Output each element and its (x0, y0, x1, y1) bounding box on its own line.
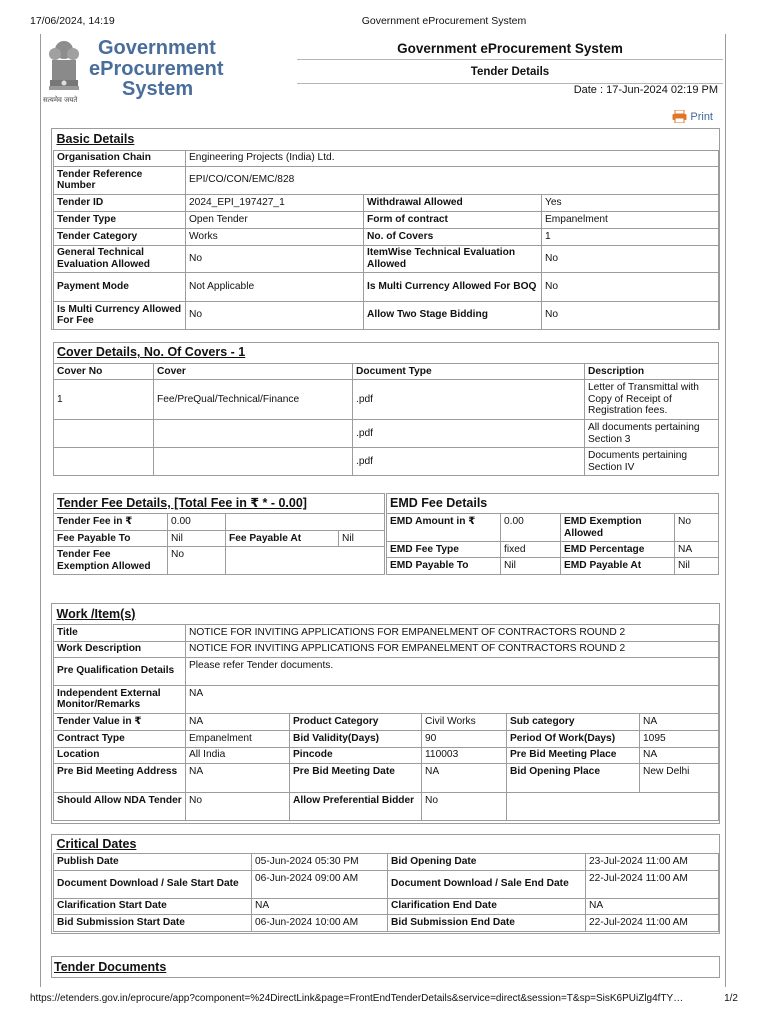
subcategory-label: Sub category (507, 713, 640, 730)
preferential-label: Allow Preferential Bidder (290, 792, 422, 820)
contract-type-label: Contract Type (54, 730, 186, 747)
emblem-motto: सत्यमेव जयते (43, 96, 78, 104)
page-number: 1/2 (724, 993, 738, 1004)
work-desc-value: NOTICE FOR INVITING APPLICATIONS FOR EMPANELMENT OF CONTRACTORS ROUND 2 (186, 641, 719, 657)
itemwise-value: No (542, 245, 719, 272)
withdrawal-label: Withdrawal Allowed (364, 194, 542, 211)
description-cell: Letter of Transmittal with Copy of Receipt of Registration fees. (585, 380, 719, 420)
cover-details-heading: Cover Details, No. Of Covers - 1 (54, 343, 719, 364)
tender-ref-value: EPI/CO/CON/EMC/828 (186, 166, 719, 194)
fee-exemption-value: No (168, 547, 226, 575)
work-desc-label: Work Description (54, 641, 186, 657)
two-stage-label: Allow Two Stage Bidding (364, 301, 542, 329)
tender-value-label: Tender Value in ₹ (54, 713, 186, 730)
tender-type-label: Tender Type (54, 211, 186, 228)
logo-text-line1: Government (98, 37, 216, 59)
submission-end-value: 22-Jul-2024 11:00 AM (586, 914, 719, 931)
emd-payable-to-label: EMD Payable To (387, 558, 501, 575)
emd-percentage-value: NA (675, 542, 719, 558)
multi-fee-value: No (186, 301, 364, 329)
cover-cell: Fee/PreQual/Technical/Finance (154, 380, 353, 420)
publish-date-label: Publish Date (54, 853, 252, 870)
org-chain-label: Organisation Chain (54, 150, 186, 166)
contract-type-value: Empanelment (186, 730, 290, 747)
gen-tech-value: No (186, 245, 364, 272)
tender-id-value: 2024_EPI_197427_1 (186, 194, 364, 211)
critical-dates-heading: Critical Dates (56, 836, 137, 851)
prebid-date-label: Pre Bid Meeting Date (290, 763, 422, 792)
publish-date-value: 05-Jun-2024 05:30 PM (252, 853, 388, 870)
download-end-value: 22-Jul-2024 11:00 AM (586, 870, 719, 898)
description-cell: Documents pertaining Section IV (585, 448, 719, 476)
cover-col-header: Description (585, 364, 719, 380)
prebid-address-label: Pre Bid Meeting Address (54, 763, 186, 792)
emd-payable-at-value: Nil (675, 558, 719, 575)
bid-validity-label: Bid Validity(Days) (290, 730, 422, 747)
table-row (54, 380, 719, 420)
pincode-value: 110003 (422, 747, 507, 763)
subcategory-value: NA (640, 713, 719, 730)
emd-payable-to-value: Nil (501, 558, 561, 575)
multi-boq-label: Is Multi Currency Allowed For BOQ (364, 272, 542, 301)
logo-text-line2: eProcurement (89, 57, 224, 80)
monitor-label: Independent External Monitor/Remarks (54, 685, 186, 713)
clarification-end-value: NA (586, 898, 719, 914)
doc-type-cell: .pdf (353, 448, 585, 476)
location-value: All India (186, 747, 290, 763)
page-subtitle: Tender Details (297, 60, 723, 84)
fee-payable-at-value: Nil (339, 531, 385, 547)
submission-end-label: Bid Submission End Date (388, 914, 586, 931)
emd-amount-label: EMD Amount in ₹ (387, 514, 501, 542)
prebid-address-value: NA (186, 763, 290, 792)
table-row (54, 420, 719, 448)
fee-payable-at-label: Fee Payable At (226, 531, 339, 547)
cover-col-header: Document Type (353, 364, 585, 380)
print-datetime: 17/06/2024, 14:19 (30, 15, 115, 27)
emd-fee-table (386, 493, 719, 575)
two-stage-value: No (542, 301, 719, 329)
nda-label: Should Allow NDA Tender (54, 792, 186, 820)
download-start-value: 06-Jun-2024 09:00 AM (252, 870, 388, 898)
work-title-label: Title (54, 624, 186, 641)
cover-col-header: Cover (154, 364, 353, 380)
product-category-label: Product Category (290, 713, 422, 730)
fee-payable-to-value: Nil (168, 531, 226, 547)
tender-type-value: Open Tender (186, 211, 364, 228)
tender-category-value: Works (186, 228, 364, 245)
multi-fee-label: Is Multi Currency Allowed For Fee (54, 301, 186, 329)
fee-payable-to-label: Fee Payable To (54, 531, 168, 547)
bid-opening-place-label: Bid Opening Place (507, 763, 640, 792)
covers-label: No. of Covers (364, 228, 542, 245)
download-start-label: Document Download / Sale Start Date (54, 870, 252, 898)
clarification-start-value: NA (252, 898, 388, 914)
cover-col-header: Cover No (54, 364, 154, 380)
tender-category-label: Tender Category (54, 228, 186, 245)
monitor-value: NA (186, 685, 719, 713)
tender-fee-label: Tender Fee in ₹ (54, 514, 168, 531)
emd-exemption-label: EMD Exemption Allowed (561, 514, 675, 542)
tender-documents-section (51, 956, 720, 978)
emd-type-value: fixed (501, 542, 561, 558)
prebid-date-value: NA (422, 763, 507, 792)
tender-documents-heading: Tender Documents (54, 960, 167, 974)
period-work-label: Period Of Work(Days) (507, 730, 640, 747)
prequal-label: Pre Qualification Details (54, 657, 186, 685)
tender-fee-heading: Tender Fee Details, [Total Fee in ₹ * - 0.00] (54, 494, 385, 514)
doc-type-cell: .pdf (353, 380, 585, 420)
emd-amount-value: 0.00 (501, 514, 561, 542)
cover-no-cell (54, 420, 154, 448)
basic-details-table (53, 130, 719, 330)
org-chain-value: Engineering Projects (India) Ltd. (186, 150, 719, 166)
bid-opening-place-value: New Delhi (640, 763, 719, 792)
location-label: Location (54, 747, 186, 763)
form-contract-value: Empanelment (542, 211, 719, 228)
multi-boq-value: No (542, 272, 719, 301)
submission-start-value: 06-Jun-2024 10:00 AM (252, 914, 388, 931)
printer-icon (672, 110, 687, 123)
description-cell: All documents pertaining Section 3 (585, 420, 719, 448)
tender-page (40, 34, 726, 987)
report-date: Date : 17-Jun-2024 02:19 PM (573, 84, 718, 96)
work-items-heading: Work /Item(s) (56, 606, 136, 621)
payment-mode-label: Payment Mode (54, 272, 186, 301)
cover-no-cell: 1 (54, 380, 154, 420)
form-contract-label: Form of contract (364, 211, 542, 228)
preferential-value: No (422, 792, 507, 820)
tender-fee-value: 0.00 (168, 514, 226, 531)
print-header (0, 15, 768, 29)
cover-details-table (53, 342, 719, 476)
emd-exemption-value: No (675, 514, 719, 542)
print-button[interactable] (672, 110, 713, 123)
tender-value-value: NA (186, 713, 290, 730)
clarification-start-label: Clarification Start Date (54, 898, 252, 914)
tender-fee-table (53, 493, 385, 575)
work-items-table (53, 605, 719, 821)
work-title-value: NOTICE FOR INVITING APPLICATIONS FOR EMPANELMENT OF CONTRACTORS ROUND 2 (186, 624, 719, 641)
emd-payable-at-label: EMD Payable At (561, 558, 675, 575)
cover-no-cell (54, 448, 154, 476)
prequal-value: Please refer Tender documents. (186, 657, 719, 685)
print-label: Print (690, 110, 713, 123)
product-category-value: Civil Works (422, 713, 507, 730)
cover-cell (154, 448, 353, 476)
nda-value: No (186, 792, 290, 820)
withdrawal-value: Yes (542, 194, 719, 211)
submission-start-label: Bid Submission Start Date (54, 914, 252, 931)
download-end-label: Document Download / Sale End Date (388, 870, 586, 898)
tender-ref-label: Tender Reference Number (54, 166, 186, 194)
covers-value: 1 (542, 228, 719, 245)
page-url: https://etenders.gov.in/eprocure/app?component=%24DirectLink&page=FrontEndTenderDetails&service=direct&session=T&sp=SisK6PUiZlg4fTY… (30, 993, 684, 1004)
bid-opening-date-label: Bid Opening Date (388, 853, 586, 870)
emd-type-label: EMD Fee Type (387, 542, 501, 558)
pincode-label: Pincode (290, 747, 422, 763)
clarification-end-label: Clarification End Date (388, 898, 586, 914)
emd-fee-heading: EMD Fee Details (387, 494, 719, 514)
bid-opening-date-value: 23-Jul-2024 11:00 AM (586, 853, 719, 870)
prebid-place-value: NA (640, 747, 719, 763)
print-title: Government eProcurement System (361, 15, 527, 27)
logo-text-line3: System (122, 78, 194, 100)
page-title-box (297, 38, 723, 84)
table-row (54, 448, 719, 476)
basic-details-heading: Basic Details (56, 132, 135, 146)
emd-percentage-label: EMD Percentage (561, 542, 675, 558)
doc-type-cell: .pdf (353, 420, 585, 448)
fee-exemption-label: Tender Fee Exemption Allowed (54, 547, 168, 575)
bid-validity-value: 90 (422, 730, 507, 747)
itemwise-label: ItemWise Technical Evaluation Allowed (364, 245, 542, 272)
page-title: Government eProcurement System (297, 38, 723, 60)
period-work-value: 1095 (640, 730, 719, 747)
tender-id-label: Tender ID (54, 194, 186, 211)
prebid-place-label: Pre Bid Meeting Place (507, 747, 640, 763)
critical-dates-table (53, 836, 719, 932)
cover-cell (154, 420, 353, 448)
payment-mode-value: Not Applicable (186, 272, 364, 301)
gep-logo (41, 34, 273, 112)
gen-tech-label: General Technical Evaluation Allowed (54, 245, 186, 272)
